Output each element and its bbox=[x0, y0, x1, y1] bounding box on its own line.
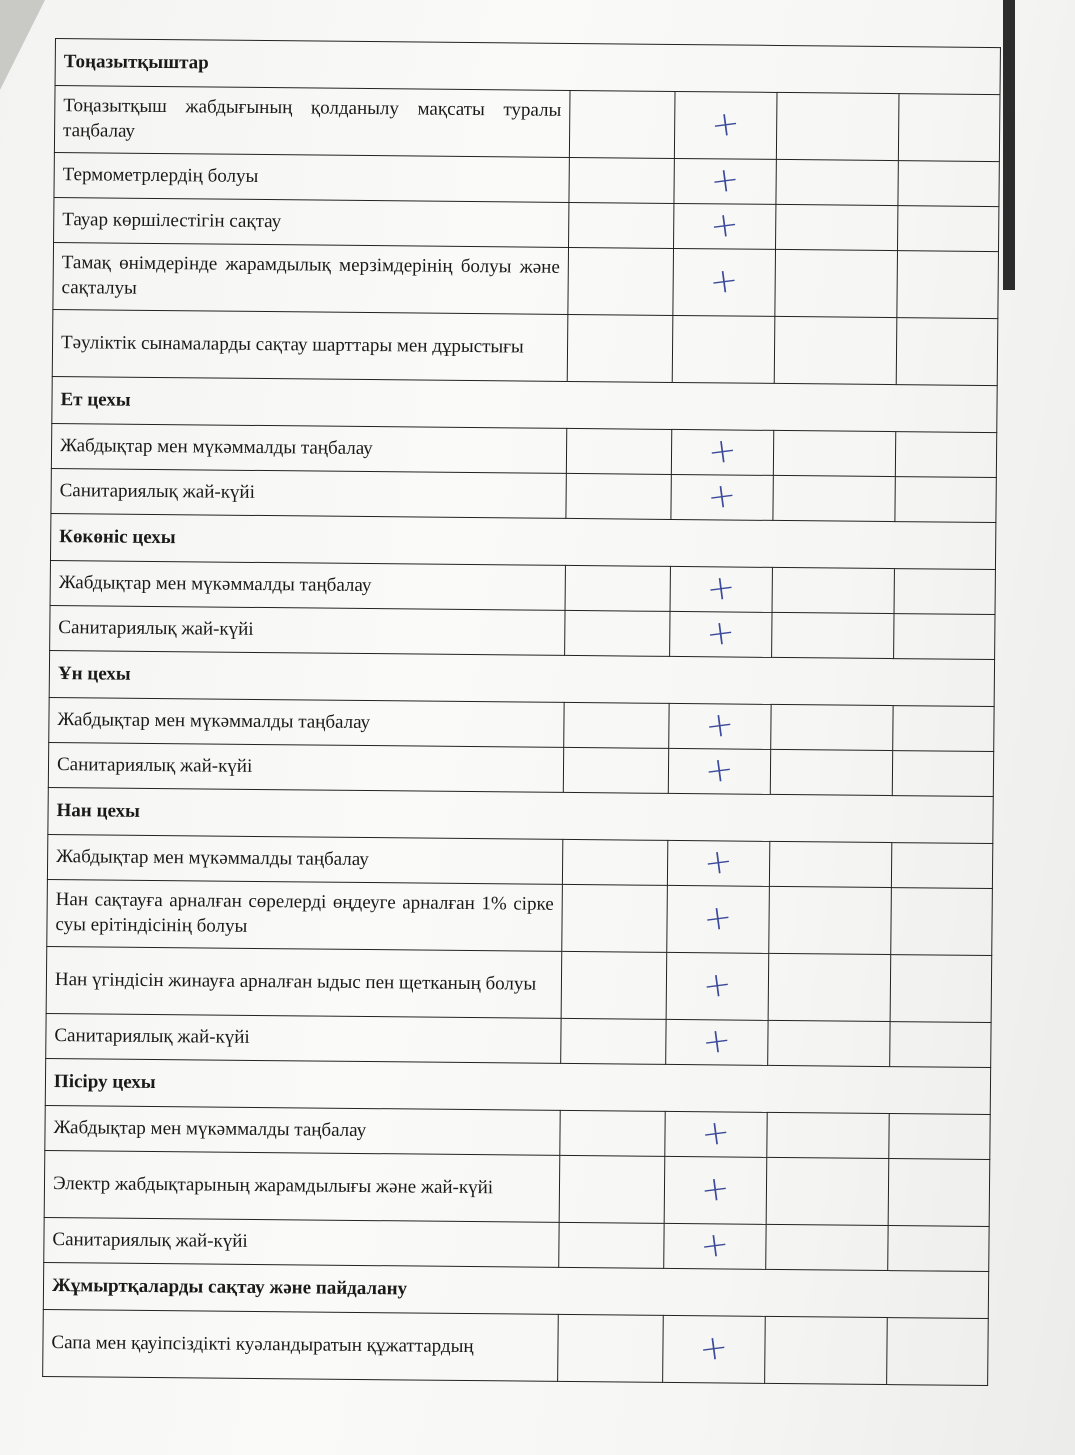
mark-cell bbox=[767, 1112, 889, 1158]
mark-cell bbox=[771, 704, 893, 750]
handwritten-plus-mark: + bbox=[705, 474, 739, 519]
criterion-label: Тауар көршілестігін сақтау bbox=[54, 197, 569, 247]
mark-cell bbox=[562, 839, 667, 885]
criterion-label: Санитариялық жай-күйі bbox=[46, 1013, 561, 1063]
mark-cell-yes bbox=[670, 566, 772, 612]
mark-cell bbox=[768, 953, 891, 1021]
criterion-label: Санитариялық жай-күйі bbox=[50, 605, 565, 655]
criterion-label: Тоңазытқыш жабдығының қолданылу мақсаты туралы таңбалау bbox=[54, 86, 570, 158]
mark-cell bbox=[566, 473, 671, 519]
handwritten-plus-mark: + bbox=[702, 748, 737, 793]
mark-cell bbox=[560, 1110, 665, 1156]
handwritten-plus-mark: + bbox=[708, 203, 742, 248]
checklist-row bbox=[52, 309, 998, 385]
mark-cell bbox=[891, 888, 993, 956]
mark-cell bbox=[891, 843, 992, 889]
mark-cell bbox=[888, 1159, 990, 1227]
mark-cell bbox=[887, 1318, 989, 1386]
mark-cell bbox=[766, 1224, 888, 1270]
mark-cell bbox=[569, 157, 674, 203]
criterion-label: Жабдықтар мен мүкәммалды таңбалау bbox=[49, 697, 564, 747]
mark-cell-yes bbox=[672, 315, 775, 383]
checklist-table bbox=[42, 38, 1001, 1386]
mark-cell-yes bbox=[669, 703, 771, 749]
mark-cell-yes bbox=[665, 1111, 767, 1157]
mark-cell bbox=[895, 477, 996, 523]
mark-cell-yes bbox=[674, 158, 776, 204]
criterion-label: Сапа мен қауіпсіздікті куәландыратын құжаттардың bbox=[43, 1309, 559, 1381]
mark-cell-yes bbox=[666, 1019, 768, 1065]
mark-cell-yes bbox=[664, 1156, 767, 1224]
mark-cell-yes bbox=[674, 203, 776, 249]
mark-cell bbox=[895, 432, 996, 478]
section-title: Пісіру цехы bbox=[45, 1058, 990, 1114]
criterion-label: Санитариялық жай-күйі bbox=[48, 742, 563, 792]
handwritten-plus-mark: + bbox=[703, 703, 737, 748]
mark-cell bbox=[559, 1222, 664, 1268]
mark-cell bbox=[561, 1018, 666, 1064]
handwritten-plus-mark: + bbox=[700, 1019, 734, 1064]
mark-cell-yes bbox=[666, 952, 769, 1020]
mark-cell bbox=[768, 1020, 890, 1066]
criterion-label: Нан сақтауға арналған сөрелерді өңдеуге арналған 1% сірке суы ерітіндісінің болуы bbox=[47, 879, 563, 951]
criterion-label: Санитариялық жай-күйі bbox=[51, 468, 566, 518]
mark-cell bbox=[773, 475, 895, 521]
mark-cell bbox=[890, 1022, 991, 1068]
mark-cell bbox=[773, 430, 895, 476]
checklist-row bbox=[54, 86, 1000, 162]
mark-cell bbox=[766, 1157, 889, 1225]
mark-cell bbox=[776, 204, 898, 250]
handwritten-plus-mark: + bbox=[698, 1167, 733, 1212]
mark-cell bbox=[558, 1314, 664, 1382]
section-title: Тоңазытқыштар bbox=[55, 39, 1000, 95]
mark-cell bbox=[566, 428, 671, 474]
mark-cell-yes bbox=[670, 611, 772, 657]
mark-cell bbox=[898, 94, 1000, 162]
mark-cell-yes bbox=[667, 840, 769, 886]
mark-cell bbox=[565, 565, 670, 611]
handwritten-plus-mark: + bbox=[704, 611, 738, 656]
criterion-label: Жабдықтар мен мүкәммалды таңбалау bbox=[51, 423, 566, 473]
handwritten-plus-mark: + bbox=[705, 429, 740, 474]
mark-cell bbox=[563, 747, 668, 793]
mark-cell bbox=[890, 955, 992, 1023]
checklist-row bbox=[53, 242, 999, 318]
mark-cell bbox=[776, 92, 899, 160]
handwritten-plus-mark: + bbox=[701, 896, 735, 941]
checklist-row bbox=[46, 946, 992, 1022]
mark-cell-yes bbox=[671, 429, 773, 475]
mark-cell bbox=[897, 251, 999, 319]
criterion-label: Электр жабдықтарының жарамдылығы және жай-күйі bbox=[44, 1150, 560, 1222]
mark-cell bbox=[562, 884, 668, 952]
checklist-row bbox=[44, 1150, 990, 1226]
section-title: Ет цехы bbox=[52, 376, 997, 432]
mark-cell bbox=[772, 612, 894, 658]
page-corner-shadow bbox=[0, 0, 45, 90]
mark-cell bbox=[561, 951, 667, 1019]
mark-cell bbox=[770, 749, 892, 795]
mark-cell bbox=[894, 569, 995, 615]
mark-cell bbox=[888, 1226, 989, 1272]
mark-cell bbox=[893, 706, 994, 752]
mark-cell bbox=[765, 1316, 888, 1384]
mark-cell bbox=[564, 702, 669, 748]
criterion-label: Нан үгіндісін жинауға арналған ыдыс пен щетканың болуы bbox=[46, 946, 562, 1018]
mark-cell bbox=[769, 841, 891, 887]
mark-cell bbox=[892, 751, 993, 797]
mark-cell bbox=[772, 567, 894, 613]
criterion-label: Жабдықтар мен мүкәммалды таңбалау bbox=[50, 560, 565, 610]
mark-cell bbox=[559, 1155, 665, 1223]
checklist-row bbox=[43, 1309, 989, 1385]
mark-cell bbox=[774, 316, 897, 384]
handwritten-plus-mark: + bbox=[701, 840, 736, 885]
mark-cell bbox=[775, 249, 898, 317]
handwritten-plus-mark: + bbox=[704, 566, 738, 611]
checklist-body bbox=[43, 39, 1001, 1386]
criterion-label: Жабдықтар мен мүкәммалды таңбалау bbox=[47, 834, 562, 884]
mark-cell bbox=[568, 247, 674, 315]
handwritten-plus-mark: + bbox=[708, 158, 742, 203]
criterion-label: Тәуліктік сынамаларды сақтау шарттары мен дұрыстығы bbox=[52, 309, 568, 381]
checklist-sheet bbox=[42, 38, 1000, 1386]
mark-cell-yes bbox=[671, 474, 773, 520]
criterion-label: Тамақ өнімдерінде жарамдылық мерзімдерінің болуы және сақталуы bbox=[53, 242, 569, 314]
handwritten-plus-mark: + bbox=[707, 259, 741, 304]
section-title: Ұн цехы bbox=[49, 650, 994, 706]
mark-cell bbox=[569, 202, 674, 248]
mark-cell-yes bbox=[663, 1315, 766, 1383]
mark-cell bbox=[894, 614, 995, 660]
mark-cell bbox=[769, 886, 892, 954]
mark-cell-yes bbox=[664, 1223, 766, 1269]
handwritten-plus-mark: + bbox=[697, 1326, 731, 1371]
mark-cell bbox=[897, 206, 998, 252]
handwritten-plus-mark: + bbox=[699, 1111, 733, 1156]
page-edge-shadow bbox=[1003, 0, 1015, 290]
checklist-row bbox=[47, 879, 993, 955]
section-title: Көкөніс цехы bbox=[50, 513, 995, 569]
mark-cell bbox=[896, 318, 998, 386]
criterion-label: Жабдықтар мен мүкәммалды таңбалау bbox=[45, 1105, 560, 1155]
mark-cell-yes bbox=[673, 248, 776, 316]
section-title: Нан цехы bbox=[48, 787, 993, 843]
handwritten-plus-mark: + bbox=[708, 102, 743, 147]
handwritten-plus-mark: + bbox=[698, 1223, 732, 1268]
criterion-label: Санитариялық жай-күйі bbox=[44, 1217, 559, 1267]
mark-cell bbox=[889, 1114, 990, 1160]
mark-cell bbox=[567, 314, 673, 382]
mark-cell-yes bbox=[667, 885, 770, 953]
mark-cell-yes bbox=[668, 748, 770, 794]
criterion-label: Термометрлердің болуы bbox=[54, 152, 569, 202]
mark-cell-yes bbox=[674, 91, 777, 159]
mark-cell bbox=[565, 610, 670, 656]
mark-cell bbox=[898, 161, 999, 207]
mark-cell bbox=[776, 159, 898, 205]
mark-cell bbox=[569, 90, 675, 158]
handwritten-plus-mark: + bbox=[700, 963, 735, 1008]
section-title: Жұмыртқаларды сақтау және пайдалану bbox=[43, 1262, 988, 1318]
